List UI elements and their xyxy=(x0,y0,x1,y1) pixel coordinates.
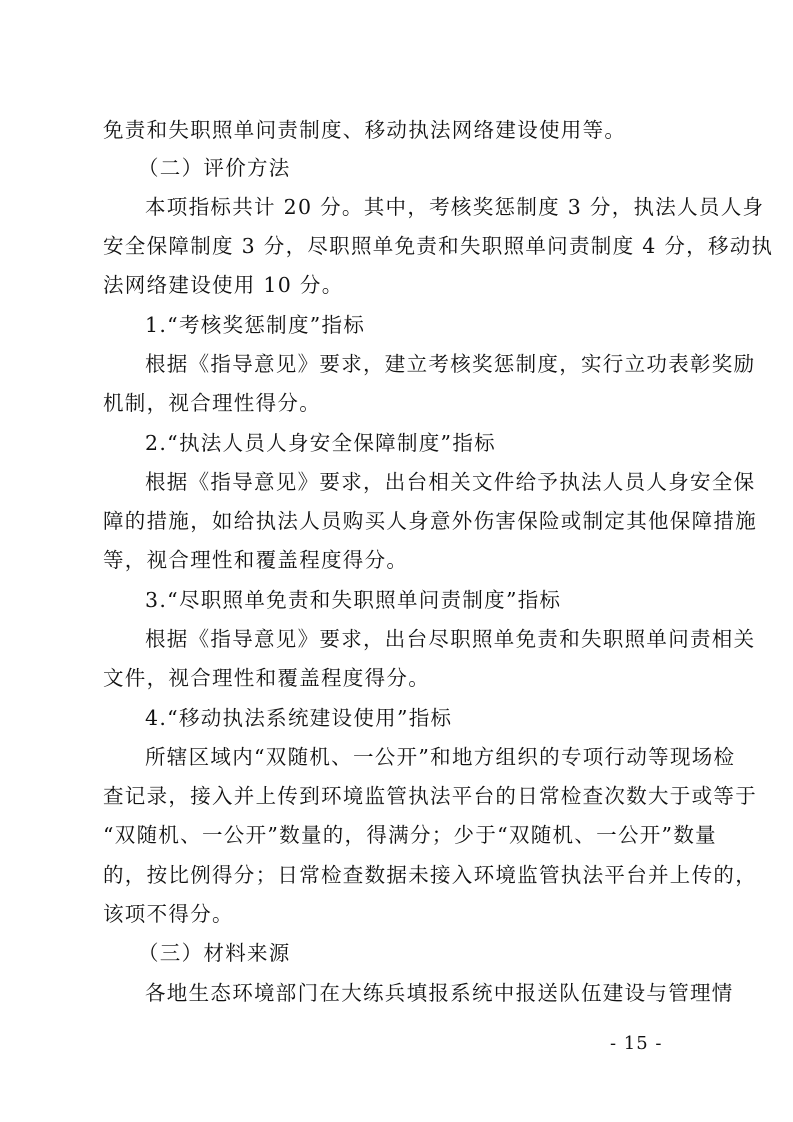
text-line-12: 等，视合理性和覆盖程度得分。 xyxy=(103,548,409,572)
text-line-3: 本项指标共计 20 分。其中，考核奖惩制度 3 分，执法人员人身 xyxy=(145,195,765,219)
item-heading-2: 2.“执法人员人身安全保障制度”指标 xyxy=(145,431,496,455)
text-line-20: 的，按比例得分；日常检查数据未接入环境监管执法平台并上传的， xyxy=(103,863,757,887)
item-heading-3: 3.“尽职照单免责和失职照单问责制度”指标 xyxy=(145,588,562,612)
text-line-18: 查记录，接入并上传到环境监管执法平台的日常检查次数大于或等于 xyxy=(103,784,757,808)
text-line-11: 障的措施，如给执法人员购买人身意外伤害保险或制定其他保障措施 xyxy=(103,509,757,533)
text-line-5: 法网络建设使用 10 分。 xyxy=(103,273,344,297)
text-line-14: 根据《指导意见》要求，出台尽职照单免责和失职照单问责相关 xyxy=(145,627,756,651)
text-line-1: 免责和失职照单问责制度、移动执法网络建设使用等。 xyxy=(103,118,627,142)
text-line-7: 根据《指导意见》要求，建立考核奖惩制度，实行立功表彰奖励 xyxy=(145,352,756,376)
page-number: - 15 - xyxy=(610,1033,663,1054)
item-heading-1: 1.“考核奖惩制度”指标 xyxy=(145,313,366,337)
text-line-23: 各地生态环境部门在大练兵填报系统中报送队伍建设与管理情 xyxy=(145,981,734,1005)
text-line-10: 根据《指导意见》要求，出台相关文件给予执法人员人身安全保 xyxy=(145,470,756,494)
item-heading-4: 4.“移动执法系统建设使用”指标 xyxy=(145,706,453,730)
text-line-8: 机制，视合理性得分。 xyxy=(103,391,321,415)
section-heading-evaluation-method: （二）评价方法 xyxy=(138,156,291,180)
text-line-4: 安全保障制度 3 分，尽职照单免责和失职照单问责制度 4 分，移动执 xyxy=(103,234,774,258)
text-line-19: “双随机、一公开”数量的，得满分；少于“双随机、一公开”数量 xyxy=(103,823,717,847)
text-line-17: 所辖区域内“双随机、一公开”和地方组织的专项行动等现场检 xyxy=(145,745,736,769)
text-line-21: 该项不得分。 xyxy=(103,902,234,926)
text-line-15: 文件，视合理性和覆盖程度得分。 xyxy=(103,666,430,690)
section-heading-material-source: （三）材料来源 xyxy=(138,941,291,965)
